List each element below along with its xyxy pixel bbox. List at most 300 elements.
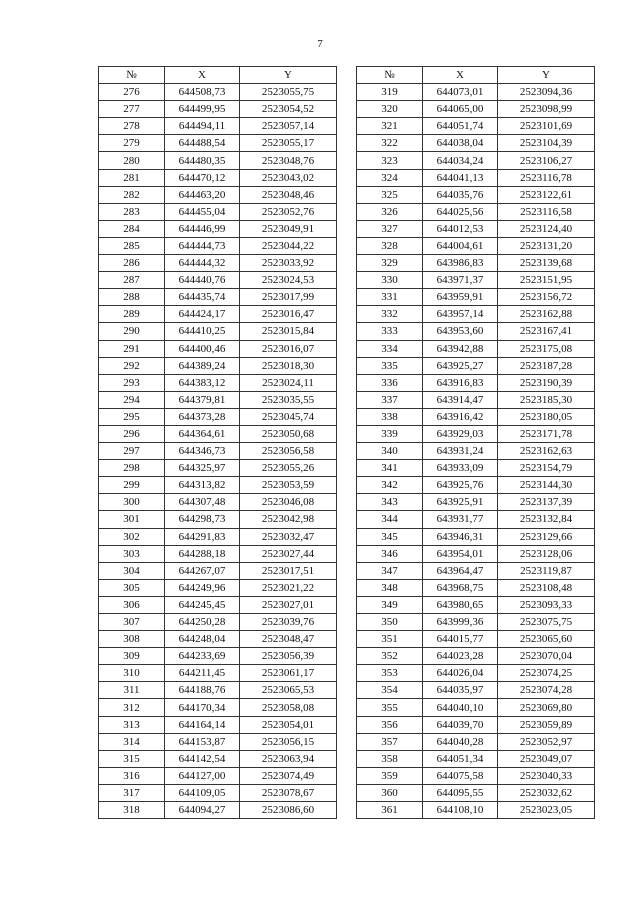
right-y-coordinate-cell: 2523187,28 — [498, 357, 595, 374]
right-y-coordinate-cell: 2523059,89 — [498, 716, 595, 733]
right-point-number-cell: 330 — [357, 272, 423, 289]
left-y-coordinate-cell: 2523063,94 — [240, 750, 337, 767]
right-x-coordinate-cell: 644035,97 — [423, 682, 498, 699]
right-point-number-cell: 321 — [357, 118, 423, 135]
right-point-number-cell: 328 — [357, 237, 423, 254]
left-y-coordinate-cell: 2523043,02 — [240, 169, 337, 186]
right-x-coordinate-cell: 644015,77 — [423, 631, 498, 648]
right-point-number-cell: 354 — [357, 682, 423, 699]
left-y-coordinate-cell: 2523065,53 — [240, 682, 337, 699]
left-y-coordinate-cell: 2523074,49 — [240, 767, 337, 784]
table-row — [99, 528, 595, 545]
column-gap — [337, 306, 357, 323]
right-x-coordinate-cell: 644041,13 — [423, 169, 498, 186]
right-y-coordinate-cell: 2523154,79 — [498, 460, 595, 477]
left-x-coordinate-cell: 644410,25 — [165, 323, 240, 340]
right-x-coordinate-cell: 643914,47 — [423, 391, 498, 408]
right-point-number-cell: 357 — [357, 733, 423, 750]
right-x-coordinate-cell: 644073,01 — [423, 84, 498, 101]
right-point-number-cell: 353 — [357, 665, 423, 682]
left-y-coordinate-cell: 2523048,46 — [240, 186, 337, 203]
left-point-number-cell: 277 — [99, 101, 165, 118]
left-y-coordinate-cell: 2523039,76 — [240, 614, 337, 631]
left-x-coordinate-cell: 644291,83 — [165, 528, 240, 545]
table-row — [99, 665, 595, 682]
table-row — [99, 648, 595, 665]
left-y-coordinate-cell: 2523015,84 — [240, 323, 337, 340]
left-x-coordinate-cell: 644435,74 — [165, 289, 240, 306]
left-x-coordinate-cell: 644109,05 — [165, 784, 240, 801]
right-point-number-cell: 341 — [357, 460, 423, 477]
left-y-coordinate-cell: 2523055,26 — [240, 460, 337, 477]
left-y-coordinate-cell: 2523078,67 — [240, 784, 337, 801]
right-y-coordinate-cell: 2523151,95 — [498, 272, 595, 289]
left-x-coordinate-cell: 644373,28 — [165, 408, 240, 425]
table-row — [99, 682, 595, 699]
left-point-number-cell: 318 — [99, 802, 165, 819]
column-gap — [337, 67, 357, 84]
left-point-number-cell: 298 — [99, 460, 165, 477]
left-y-coordinate-cell: 2523045,74 — [240, 408, 337, 425]
right-y-coordinate-cell: 2523023,05 — [498, 802, 595, 819]
right-y-coordinate-cell: 2523074,25 — [498, 665, 595, 682]
left-point-number-cell: 297 — [99, 443, 165, 460]
right-y-coordinate-cell: 2523049,07 — [498, 750, 595, 767]
right-x-coordinate-cell: 644040,28 — [423, 733, 498, 750]
table-row — [99, 494, 595, 511]
right-point-number-cell: 349 — [357, 596, 423, 613]
column-gap — [337, 750, 357, 767]
right-y-coordinate-cell: 2523032,62 — [498, 784, 595, 801]
left-y-coordinate-cell: 2523048,47 — [240, 631, 337, 648]
right-x-coordinate-cell: 643931,77 — [423, 511, 498, 528]
column-gap — [337, 118, 357, 135]
right-point-number-cell: 356 — [357, 716, 423, 733]
right-x-coordinate-cell: 644075,58 — [423, 767, 498, 784]
right-point-number-cell: 329 — [357, 255, 423, 272]
right-x-coordinate-cell: 644039,70 — [423, 716, 498, 733]
left-x-coordinate-cell: 644188,76 — [165, 682, 240, 699]
right-y-coordinate-cell: 2523171,78 — [498, 425, 595, 442]
table-row — [99, 340, 595, 357]
left-point-number-cell: 309 — [99, 648, 165, 665]
column-gap — [337, 545, 357, 562]
table-row — [99, 631, 595, 648]
table-row — [99, 802, 595, 819]
right-y-coordinate-cell: 2523070,04 — [498, 648, 595, 665]
left-y-coordinate-cell: 2523056,58 — [240, 443, 337, 460]
right-x-coordinate-cell: 643953,60 — [423, 323, 498, 340]
left-y-coordinate-cell: 2523017,99 — [240, 289, 337, 306]
right-point-number-cell: 336 — [357, 374, 423, 391]
left-y-coordinate-cell: 2523054,52 — [240, 101, 337, 118]
column-gap — [337, 802, 357, 819]
right-y-coordinate-cell: 2523093,33 — [498, 596, 595, 613]
right-y-coordinate-cell: 2523104,39 — [498, 135, 595, 152]
right-y-coordinate-cell: 2523185,30 — [498, 391, 595, 408]
right-x-coordinate-cell: 644065,00 — [423, 101, 498, 118]
right-y-coordinate-cell: 2523128,06 — [498, 545, 595, 562]
left-point-number-cell: 287 — [99, 272, 165, 289]
left-point-number-cell: 283 — [99, 203, 165, 220]
left-y-coordinate-cell: 2523024,53 — [240, 272, 337, 289]
left-point-number-cell: 301 — [99, 511, 165, 528]
right-point-number-cell: 358 — [357, 750, 423, 767]
left-y-coordinate-cell: 2523057,14 — [240, 118, 337, 135]
left-point-number-cell: 291 — [99, 340, 165, 357]
right-x-coordinate-cell: 644051,74 — [423, 118, 498, 135]
left-x-coordinate-cell: 644424,17 — [165, 306, 240, 323]
right-x-coordinate-cell: 644038,04 — [423, 135, 498, 152]
right-x-coordinate-cell: 644025,56 — [423, 203, 498, 220]
left-x-coordinate-cell: 644480,35 — [165, 152, 240, 169]
table-row — [99, 306, 595, 323]
right-y-header: Y — [498, 67, 595, 84]
table-row — [99, 220, 595, 237]
right-x-coordinate-cell: 644095,55 — [423, 784, 498, 801]
right-x-coordinate-cell: 644026,04 — [423, 665, 498, 682]
table-row — [99, 511, 595, 528]
column-gap — [337, 443, 357, 460]
right-x-coordinate-cell: 643946,31 — [423, 528, 498, 545]
left-x-coordinate-cell: 644127,00 — [165, 767, 240, 784]
right-x-coordinate-cell: 643954,01 — [423, 545, 498, 562]
column-gap — [337, 528, 357, 545]
column-gap — [337, 272, 357, 289]
left-point-number-cell: 308 — [99, 631, 165, 648]
left-x-coordinate-cell: 644389,24 — [165, 357, 240, 374]
column-gap — [337, 101, 357, 118]
right-x-coordinate-cell: 643933,09 — [423, 460, 498, 477]
right-point-number-cell: 359 — [357, 767, 423, 784]
right-point-number-cell: 323 — [357, 152, 423, 169]
left-point-number-cell: 294 — [99, 391, 165, 408]
left-number-header: № — [99, 67, 165, 84]
left-y-coordinate-cell: 2523086,60 — [240, 802, 337, 819]
left-x-coordinate-cell: 644245,45 — [165, 596, 240, 613]
right-y-coordinate-cell: 2523132,84 — [498, 511, 595, 528]
column-gap — [337, 460, 357, 477]
right-point-number-cell: 345 — [357, 528, 423, 545]
column-gap — [337, 733, 357, 750]
column-gap — [337, 631, 357, 648]
left-point-number-cell: 296 — [99, 425, 165, 442]
column-gap — [337, 596, 357, 613]
left-x-coordinate-cell: 644440,76 — [165, 272, 240, 289]
column-gap — [337, 220, 357, 237]
left-point-number-cell: 278 — [99, 118, 165, 135]
column-gap — [337, 391, 357, 408]
left-y-coordinate-cell: 2523042,98 — [240, 511, 337, 528]
right-y-coordinate-cell: 2523162,88 — [498, 306, 595, 323]
right-y-coordinate-cell: 2523108,48 — [498, 579, 595, 596]
left-x-header: X — [165, 67, 240, 84]
table-row — [99, 169, 595, 186]
right-y-coordinate-cell: 2523167,41 — [498, 323, 595, 340]
column-gap — [337, 579, 357, 596]
right-point-number-cell: 350 — [357, 614, 423, 631]
left-y-coordinate-cell: 2523056,39 — [240, 648, 337, 665]
right-y-coordinate-cell: 2523040,33 — [498, 767, 595, 784]
left-y-coordinate-cell: 2523044,22 — [240, 237, 337, 254]
column-gap — [337, 408, 357, 425]
left-point-number-cell: 295 — [99, 408, 165, 425]
right-x-coordinate-cell: 643929,03 — [423, 425, 498, 442]
right-point-number-cell: 324 — [357, 169, 423, 186]
left-point-number-cell: 317 — [99, 784, 165, 801]
left-x-coordinate-cell: 644379,81 — [165, 391, 240, 408]
right-point-number-cell: 333 — [357, 323, 423, 340]
left-x-coordinate-cell: 644307,48 — [165, 494, 240, 511]
left-x-coordinate-cell: 644142,54 — [165, 750, 240, 767]
right-y-coordinate-cell: 2523119,87 — [498, 562, 595, 579]
left-x-coordinate-cell: 644463,20 — [165, 186, 240, 203]
right-point-number-cell: 338 — [357, 408, 423, 425]
column-gap — [337, 203, 357, 220]
left-y-coordinate-cell: 2523058,08 — [240, 699, 337, 716]
table-row — [99, 289, 595, 306]
table-row — [99, 596, 595, 613]
left-y-coordinate-cell: 2523053,59 — [240, 477, 337, 494]
left-y-coordinate-cell: 2523033,92 — [240, 255, 337, 272]
left-point-number-cell: 293 — [99, 374, 165, 391]
right-y-coordinate-cell: 2523124,40 — [498, 220, 595, 237]
column-gap — [337, 477, 357, 494]
right-x-coordinate-cell: 643971,37 — [423, 272, 498, 289]
table-row — [99, 374, 595, 391]
left-x-coordinate-cell: 644444,73 — [165, 237, 240, 254]
right-x-coordinate-cell: 643964,47 — [423, 562, 498, 579]
left-y-coordinate-cell: 2523046,08 — [240, 494, 337, 511]
right-x-coordinate-cell: 644108,10 — [423, 802, 498, 819]
right-x-coordinate-cell: 644040,10 — [423, 699, 498, 716]
right-y-coordinate-cell: 2523129,66 — [498, 528, 595, 545]
right-point-number-cell: 344 — [357, 511, 423, 528]
column-gap — [337, 767, 357, 784]
right-point-number-cell: 343 — [357, 494, 423, 511]
table-row — [99, 750, 595, 767]
right-y-coordinate-cell: 2523098,99 — [498, 101, 595, 118]
table-row — [99, 784, 595, 801]
left-y-coordinate-cell: 2523021,22 — [240, 579, 337, 596]
table-row — [99, 84, 595, 101]
table-row — [99, 460, 595, 477]
column-gap — [337, 425, 357, 442]
left-y-coordinate-cell: 2523055,75 — [240, 84, 337, 101]
left-x-coordinate-cell: 644288,18 — [165, 545, 240, 562]
right-x-coordinate-cell: 644035,76 — [423, 186, 498, 203]
left-x-coordinate-cell: 644211,45 — [165, 665, 240, 682]
table-row — [99, 767, 595, 784]
left-y-header: Y — [240, 67, 337, 84]
right-point-number-cell: 346 — [357, 545, 423, 562]
column-gap — [337, 784, 357, 801]
column-gap — [337, 716, 357, 733]
column-gap — [337, 357, 357, 374]
right-y-coordinate-cell: 2523180,05 — [498, 408, 595, 425]
left-x-coordinate-cell: 644488,54 — [165, 135, 240, 152]
right-y-coordinate-cell: 2523139,68 — [498, 255, 595, 272]
right-x-coordinate-cell: 643925,27 — [423, 357, 498, 374]
right-y-coordinate-cell: 2523190,39 — [498, 374, 595, 391]
column-gap — [337, 84, 357, 101]
right-y-coordinate-cell: 2523075,75 — [498, 614, 595, 631]
right-point-number-cell: 334 — [357, 340, 423, 357]
left-x-coordinate-cell: 644383,12 — [165, 374, 240, 391]
table-row — [99, 545, 595, 562]
left-point-number-cell: 305 — [99, 579, 165, 596]
left-x-coordinate-cell: 644446,99 — [165, 220, 240, 237]
right-number-header: № — [357, 67, 423, 84]
left-x-coordinate-cell: 644313,82 — [165, 477, 240, 494]
left-x-coordinate-cell: 644298,73 — [165, 511, 240, 528]
table-row — [99, 135, 595, 152]
left-x-coordinate-cell: 644499,95 — [165, 101, 240, 118]
right-y-coordinate-cell: 2523106,27 — [498, 152, 595, 169]
left-point-number-cell: 281 — [99, 169, 165, 186]
right-point-number-cell: 326 — [357, 203, 423, 220]
left-point-number-cell: 311 — [99, 682, 165, 699]
table-row — [99, 186, 595, 203]
right-x-coordinate-cell: 643925,76 — [423, 477, 498, 494]
left-x-coordinate-cell: 644494,11 — [165, 118, 240, 135]
right-point-number-cell: 360 — [357, 784, 423, 801]
right-y-coordinate-cell: 2523144,30 — [498, 477, 595, 494]
left-point-number-cell: 314 — [99, 733, 165, 750]
left-x-coordinate-cell: 644249,96 — [165, 579, 240, 596]
left-y-coordinate-cell: 2523027,01 — [240, 596, 337, 613]
right-x-coordinate-cell: 643925,91 — [423, 494, 498, 511]
left-point-number-cell: 285 — [99, 237, 165, 254]
right-y-coordinate-cell: 2523162,63 — [498, 443, 595, 460]
right-y-coordinate-cell: 2523122,61 — [498, 186, 595, 203]
table-row — [99, 443, 595, 460]
left-y-coordinate-cell: 2523052,76 — [240, 203, 337, 220]
right-x-coordinate-cell: 643980,65 — [423, 596, 498, 613]
column-gap — [337, 169, 357, 186]
left-point-number-cell: 304 — [99, 562, 165, 579]
column-gap — [337, 648, 357, 665]
left-x-coordinate-cell: 644400,46 — [165, 340, 240, 357]
right-point-number-cell: 347 — [357, 562, 423, 579]
left-y-coordinate-cell: 2523035,55 — [240, 391, 337, 408]
table-row — [99, 237, 595, 254]
right-y-coordinate-cell: 2523069,80 — [498, 699, 595, 716]
left-y-coordinate-cell: 2523016,47 — [240, 306, 337, 323]
right-x-coordinate-cell: 644004,61 — [423, 237, 498, 254]
right-x-coordinate-cell: 644012,53 — [423, 220, 498, 237]
column-gap — [337, 665, 357, 682]
table-row — [99, 323, 595, 340]
left-point-number-cell: 315 — [99, 750, 165, 767]
left-point-number-cell: 299 — [99, 477, 165, 494]
column-gap — [337, 562, 357, 579]
coordinates-table — [98, 66, 595, 819]
right-point-number-cell: 339 — [357, 425, 423, 442]
table-row — [99, 562, 595, 579]
right-point-number-cell: 348 — [357, 579, 423, 596]
right-point-number-cell: 337 — [357, 391, 423, 408]
left-y-coordinate-cell: 2523027,44 — [240, 545, 337, 562]
left-point-number-cell: 286 — [99, 255, 165, 272]
right-x-coordinate-cell: 643916,83 — [423, 374, 498, 391]
left-y-coordinate-cell: 2523017,51 — [240, 562, 337, 579]
table-row — [99, 118, 595, 135]
left-x-coordinate-cell: 644267,07 — [165, 562, 240, 579]
right-x-header: X — [423, 67, 498, 84]
left-point-number-cell: 282 — [99, 186, 165, 203]
right-point-number-cell: 351 — [357, 631, 423, 648]
column-gap — [337, 186, 357, 203]
table-row — [99, 101, 595, 118]
right-x-coordinate-cell: 643968,75 — [423, 579, 498, 596]
right-point-number-cell: 319 — [357, 84, 423, 101]
table-row — [99, 357, 595, 374]
right-point-number-cell: 352 — [357, 648, 423, 665]
table-row — [99, 408, 595, 425]
right-x-coordinate-cell: 644023,28 — [423, 648, 498, 665]
left-x-coordinate-cell: 644250,28 — [165, 614, 240, 631]
left-point-number-cell: 303 — [99, 545, 165, 562]
table-row — [99, 716, 595, 733]
left-y-coordinate-cell: 2523018,30 — [240, 357, 337, 374]
right-y-coordinate-cell: 2523116,78 — [498, 169, 595, 186]
right-point-number-cell: 340 — [357, 443, 423, 460]
left-x-coordinate-cell: 644455,04 — [165, 203, 240, 220]
right-point-number-cell: 361 — [357, 802, 423, 819]
left-y-coordinate-cell: 2523016,07 — [240, 340, 337, 357]
column-gap — [337, 289, 357, 306]
left-x-coordinate-cell: 644170,34 — [165, 699, 240, 716]
right-y-coordinate-cell: 2523175,08 — [498, 340, 595, 357]
left-point-number-cell: 276 — [99, 84, 165, 101]
left-x-coordinate-cell: 644233,69 — [165, 648, 240, 665]
right-x-coordinate-cell: 643942,88 — [423, 340, 498, 357]
left-y-coordinate-cell: 2523054,01 — [240, 716, 337, 733]
right-x-coordinate-cell: 643957,14 — [423, 306, 498, 323]
table-row — [99, 391, 595, 408]
left-y-coordinate-cell: 2523032,47 — [240, 528, 337, 545]
right-x-coordinate-cell: 643916,42 — [423, 408, 498, 425]
left-y-coordinate-cell: 2523049,91 — [240, 220, 337, 237]
table-body — [99, 84, 595, 819]
left-point-number-cell: 307 — [99, 614, 165, 631]
column-gap — [337, 511, 357, 528]
left-y-coordinate-cell: 2523050,68 — [240, 425, 337, 442]
table-row — [99, 733, 595, 750]
left-x-coordinate-cell: 644094,27 — [165, 802, 240, 819]
table-row — [99, 579, 595, 596]
right-y-coordinate-cell: 2523065,60 — [498, 631, 595, 648]
page-number: 7 — [317, 38, 323, 50]
right-y-coordinate-cell: 2523052,97 — [498, 733, 595, 750]
column-gap — [337, 152, 357, 169]
left-point-number-cell: 289 — [99, 306, 165, 323]
right-x-coordinate-cell: 643986,83 — [423, 255, 498, 272]
column-gap — [337, 237, 357, 254]
left-point-number-cell: 284 — [99, 220, 165, 237]
left-y-coordinate-cell: 2523055,17 — [240, 135, 337, 152]
table-row — [99, 477, 595, 494]
table-row — [99, 614, 595, 631]
left-x-coordinate-cell: 644444,32 — [165, 255, 240, 272]
table-header-row — [99, 67, 595, 84]
left-x-coordinate-cell: 644508,73 — [165, 84, 240, 101]
left-point-number-cell: 310 — [99, 665, 165, 682]
left-point-number-cell: 313 — [99, 716, 165, 733]
column-gap — [337, 135, 357, 152]
right-point-number-cell: 320 — [357, 101, 423, 118]
